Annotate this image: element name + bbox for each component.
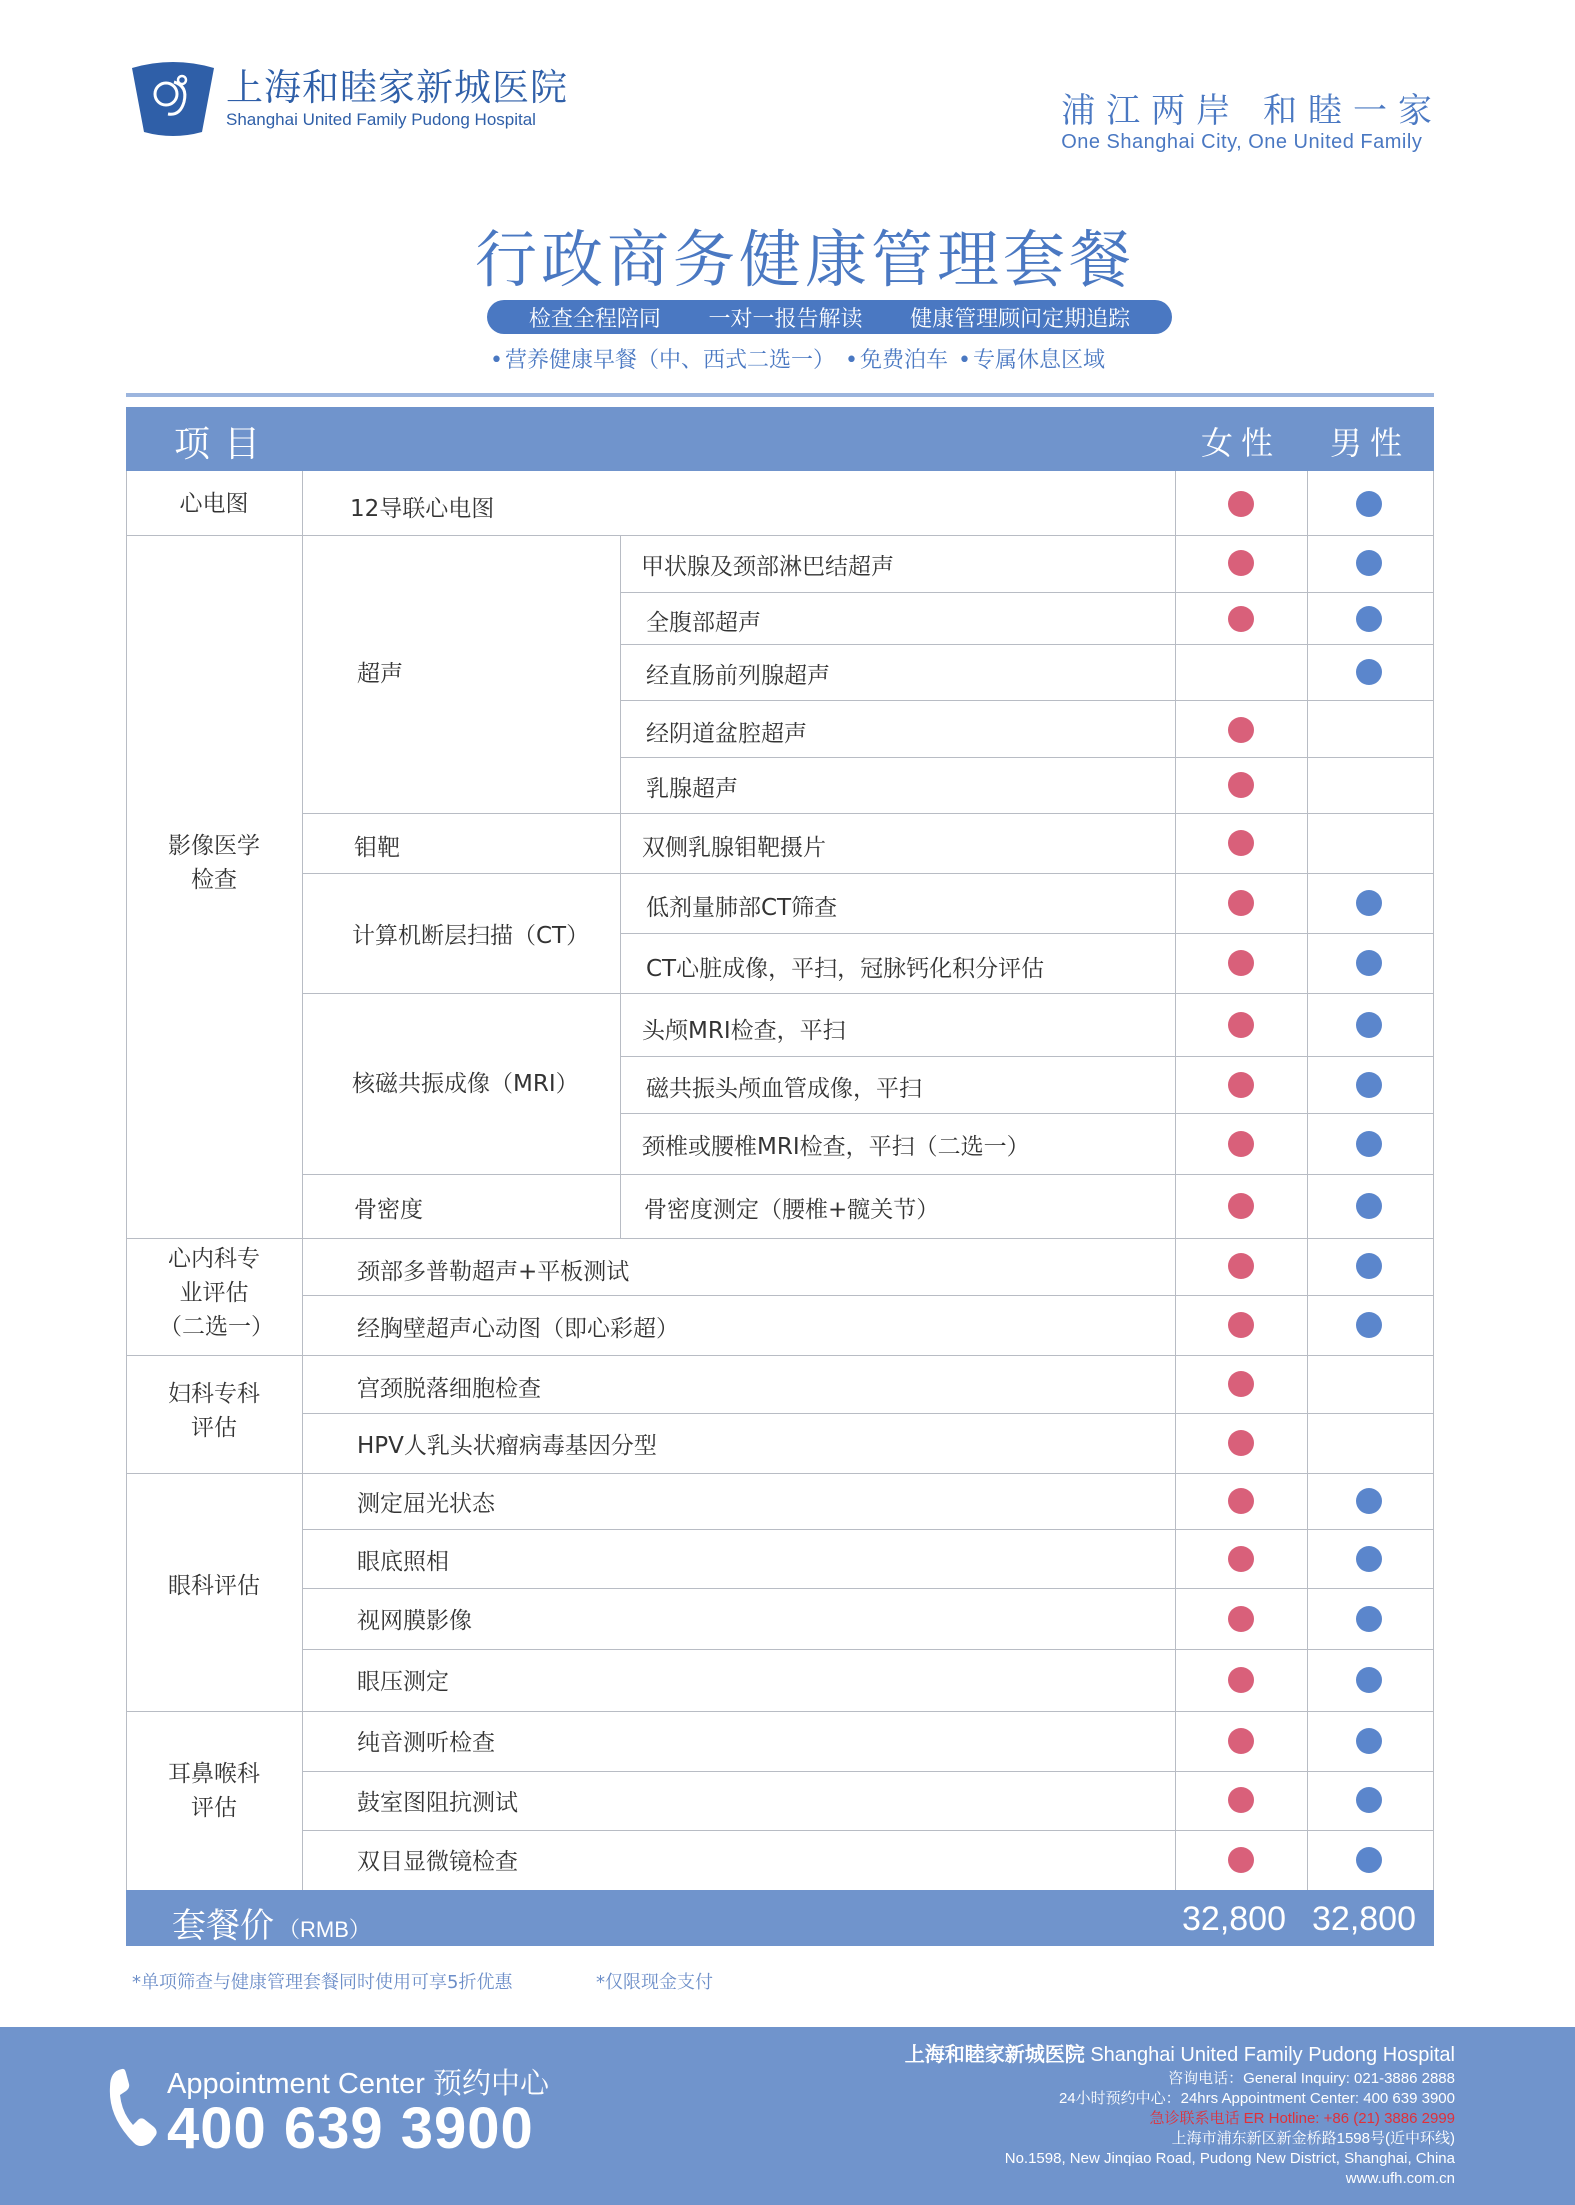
row-divider xyxy=(302,1588,1434,1589)
item-name: 眼压测定 xyxy=(357,1669,449,1695)
group-cardiology: 心内科专业评估（二选一） xyxy=(159,1246,274,1340)
row-divider xyxy=(302,813,1434,814)
female-included-dot xyxy=(1228,1606,1254,1632)
male-included-dot xyxy=(1356,1606,1382,1632)
row-divider xyxy=(126,1473,1434,1474)
item-name: 鼓室图阻抗测试 xyxy=(357,1790,518,1816)
subgroup-ultrasound: 超声 xyxy=(357,661,403,687)
item-name: 乳腺超声 xyxy=(646,776,738,802)
price-female: 32,800 xyxy=(1182,1900,1286,1938)
highlight-item: 健康管理顾问定期追踪 xyxy=(910,306,1131,332)
hospital-name xyxy=(905,2041,1455,2069)
slogan xyxy=(1061,92,1443,154)
male-included-dot xyxy=(1356,1072,1382,1098)
male-included-dot xyxy=(1356,890,1382,916)
female-included-dot xyxy=(1228,1667,1254,1693)
item-name: 12导联心电图 xyxy=(350,496,495,522)
price-bar xyxy=(126,1890,1434,1946)
female-included-dot xyxy=(1228,606,1254,632)
page-title: 行政商务健康管理套餐 xyxy=(474,223,1135,296)
female-included-dot xyxy=(1228,491,1254,517)
female-included-dot xyxy=(1228,1131,1254,1157)
price-label xyxy=(172,1898,371,1947)
male-included-dot xyxy=(1356,1488,1382,1514)
male-included-dot xyxy=(1356,950,1382,976)
male-included-dot xyxy=(1356,1667,1382,1693)
perk-item: • 营养健康早餐（中、西式二选一） xyxy=(490,343,835,374)
male-included-dot xyxy=(1356,659,1382,685)
column-divider xyxy=(1175,471,1176,1890)
male-included-dot xyxy=(1356,1131,1382,1157)
item-name: 低剂量肺部CT筛查 xyxy=(646,895,838,921)
male-included-dot xyxy=(1356,550,1382,576)
row-divider xyxy=(126,535,1434,536)
item-name: 经胸壁超声心动图（即心彩超） xyxy=(357,1316,679,1342)
subgroup-ct: 计算机断层扫描（CT） xyxy=(352,923,590,949)
row-divider xyxy=(620,757,1434,758)
male-included-dot xyxy=(1356,1847,1382,1873)
hospital-name-cn: 上海和睦家新城医院 xyxy=(904,2044,1085,2066)
female-included-dot xyxy=(1228,1787,1254,1813)
item-name: 宫颈脱落细胞检查 xyxy=(357,1376,541,1402)
row-divider xyxy=(126,1711,1434,1712)
female-included-dot xyxy=(1228,830,1254,856)
female-included-dot xyxy=(1228,1728,1254,1754)
item-name: 经阴道盆腔超声 xyxy=(646,721,807,747)
row-divider xyxy=(302,1529,1434,1530)
male-included-dot xyxy=(1356,606,1382,632)
row-divider xyxy=(302,993,1434,994)
male-included-dot xyxy=(1356,1728,1382,1754)
hospital-logo xyxy=(128,60,568,138)
item-name: 双侧乳腺钼靶摄片 xyxy=(642,835,826,861)
er-hotline: 急诊联系电话 ER Hotline: +86 (21) 3886 2999 xyxy=(1149,2110,1455,2127)
item-name: 头颅MRI检查，平扫 xyxy=(642,1018,846,1044)
column-divider xyxy=(126,471,127,1890)
address-cn: 上海市浦东新区新金桥路1598号(近中环线) xyxy=(1171,2130,1455,2147)
female-included-dot xyxy=(1228,1312,1254,1338)
female-included-dot xyxy=(1228,1488,1254,1514)
male-included-dot xyxy=(1356,1546,1382,1572)
male-included-dot xyxy=(1356,1012,1382,1038)
slogan-chinese: 浦江两岸 和睦一家 xyxy=(1061,91,1443,131)
row-divider xyxy=(620,700,1434,701)
male-included-dot xyxy=(1356,491,1382,517)
row-divider xyxy=(620,1056,1434,1057)
male-included-dot xyxy=(1356,1787,1382,1813)
item-name: 颈椎或腰椎MRI检查，平扫（二选一） xyxy=(642,1134,1030,1160)
group-imaging: 影像医学检查 xyxy=(168,833,260,893)
row-divider xyxy=(302,1174,1434,1175)
male-included-dot xyxy=(1356,1193,1382,1219)
item-name: 经直肠前列腺超声 xyxy=(646,663,830,689)
phone-icon xyxy=(104,2065,160,2149)
female-included-dot xyxy=(1228,890,1254,916)
row-divider xyxy=(620,1113,1434,1114)
website-link[interactable]: www.ufh.com.cn xyxy=(1345,2170,1455,2187)
header-male: 男性 xyxy=(1330,424,1411,462)
item-name: 测定屈光状态 xyxy=(357,1491,495,1517)
item-name: 视网膜影像 xyxy=(357,1608,472,1634)
item-name: HPV人乳头状瘤病毒基因分型 xyxy=(357,1433,657,1459)
female-included-dot xyxy=(1228,1430,1254,1456)
female-included-dot xyxy=(1228,1072,1254,1098)
slogan-english: One Shanghai City, One United Family xyxy=(1061,131,1423,153)
female-included-dot xyxy=(1228,1371,1254,1397)
table-top-rule xyxy=(126,393,1434,397)
male-included-dot xyxy=(1356,1253,1382,1279)
female-included-dot xyxy=(1228,1193,1254,1219)
row-divider xyxy=(302,1649,1434,1650)
item-name: 颈部多普勒超声+平板测试 xyxy=(357,1259,630,1285)
price-male: 32,800 xyxy=(1312,1900,1416,1938)
group-ent: 耳鼻喉科评估 xyxy=(168,1761,260,1821)
female-included-dot xyxy=(1228,1012,1254,1038)
female-included-dot xyxy=(1228,1253,1254,1279)
footer xyxy=(0,2027,1575,2205)
row-divider xyxy=(620,933,1434,934)
column-divider xyxy=(302,471,303,1890)
subgroup-bone-density: 骨密度 xyxy=(354,1197,423,1223)
female-included-dot xyxy=(1228,950,1254,976)
general-inquiry: 咨询电话：General Inquiry: 021-3886 2888 xyxy=(1168,2070,1455,2087)
perk-item: • 专属休息区域 xyxy=(958,343,1105,374)
item-name: 骨密度测定（腰椎+髋关节） xyxy=(644,1197,940,1223)
item-name: 双目显微镜检查 xyxy=(357,1849,518,1875)
column-divider xyxy=(620,535,621,1238)
column-divider xyxy=(1307,471,1308,1890)
item-name: 磁共振头颅血管成像，平扫 xyxy=(646,1076,922,1102)
row-divider xyxy=(302,1413,1434,1414)
female-included-dot xyxy=(1228,772,1254,798)
appointment-number[interactable]: 400 639 3900 xyxy=(167,2096,534,2161)
appointment-24h: 24小时预约中心：24hrs Appointment Center: 400 639 3900 xyxy=(1058,2090,1455,2107)
highlight-item: 检查全程陪同 xyxy=(528,306,661,332)
group-ophthalmology: 眼科评估 xyxy=(168,1573,260,1599)
subgroup-mri: 核磁共振成像（MRI） xyxy=(352,1071,579,1097)
item-name: 全腹部超声 xyxy=(646,610,761,636)
row-divider xyxy=(126,1238,1434,1239)
logo-chinese-name: 上海和睦家新城医院 xyxy=(226,66,568,109)
row-divider xyxy=(620,644,1434,645)
subgroup-mammography: 钼靶 xyxy=(354,835,400,861)
price-label-text: 套餐价 xyxy=(172,1906,274,1946)
currency-label: （RMB） xyxy=(278,1917,371,1942)
item-name: CT心脏成像，平扫，冠脉钙化积分评估 xyxy=(646,956,1045,982)
perk-item: • 免费泊车 xyxy=(845,343,948,374)
row-divider xyxy=(126,1355,1434,1356)
item-name: 眼底照相 xyxy=(357,1549,449,1575)
header-female: 女性 xyxy=(1201,424,1282,462)
group-gynecology: 妇科专科评估 xyxy=(168,1381,260,1441)
hospital-name-en: Shanghai United Family Pudong Hospital xyxy=(1090,2044,1455,2066)
package-table xyxy=(126,393,1434,1953)
female-included-dot xyxy=(1228,550,1254,576)
item-name: 甲状腺及颈部淋巴结超声 xyxy=(641,554,894,580)
discount-note: *单项筛查与健康管理套餐同时使用可享5折优惠 xyxy=(132,1972,513,1993)
column-divider xyxy=(1433,471,1434,1890)
item-name: 纯音测听检查 xyxy=(357,1730,495,1756)
row-divider xyxy=(620,592,1434,593)
cash-note: *仅限现金支付 xyxy=(596,1972,713,1993)
female-included-dot xyxy=(1228,1847,1254,1873)
contact-info xyxy=(905,2041,1455,2189)
appointment-label: Appointment Center 预约中心 xyxy=(167,2068,549,2100)
female-included-dot xyxy=(1228,1546,1254,1572)
row-divider xyxy=(302,873,1434,874)
perks-list xyxy=(490,343,1105,374)
row-divider xyxy=(302,1830,1434,1831)
row-divider xyxy=(302,1295,1434,1296)
highlight-item: 一对一报告解读 xyxy=(708,306,863,332)
logo-english-name: Shanghai United Family Pudong Hospital xyxy=(226,110,536,129)
female-included-dot xyxy=(1228,717,1254,743)
address-en: No.1598, New Jinqiao Road, Pudong New District, Shanghai, China xyxy=(1004,2150,1455,2167)
group-ecg: 心电图 xyxy=(179,491,249,517)
header-item: 项目 xyxy=(174,424,275,465)
service-highlights xyxy=(487,300,1172,334)
table-header xyxy=(126,407,1434,471)
ufh-logo-icon xyxy=(128,60,218,138)
male-included-dot xyxy=(1356,1312,1382,1338)
row-divider xyxy=(302,1771,1434,1772)
